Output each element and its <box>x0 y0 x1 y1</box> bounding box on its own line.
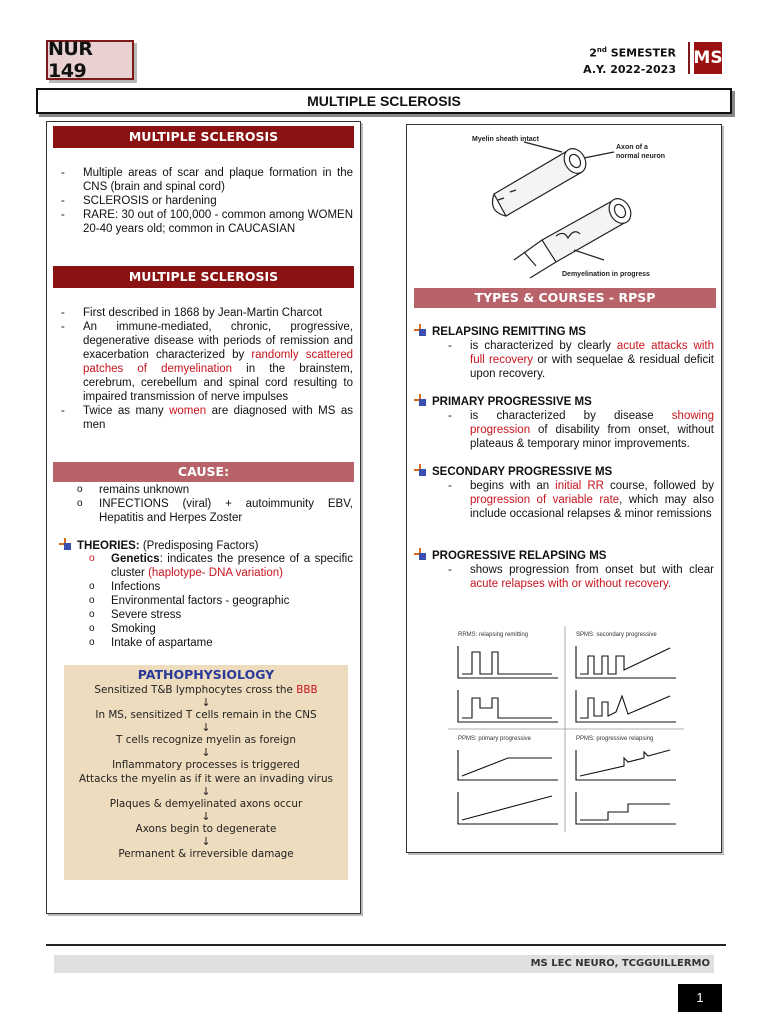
patho-step: T cells recognize myelin as foreign <box>116 734 296 746</box>
highlight-text: women <box>169 405 207 417</box>
cause-list <box>77 483 353 525</box>
course-code: NUR 149 <box>46 40 134 80</box>
arrow-down-icon: ↓ <box>201 785 211 798</box>
label-axon-line1: Axon of a <box>616 144 648 151</box>
list-item <box>53 404 353 432</box>
patho-step <box>64 683 348 697</box>
list-item: o Severe stress <box>89 608 353 622</box>
list-item: o Intake of aspartame <box>89 636 353 650</box>
arrow-down-icon: ↓ <box>201 746 211 759</box>
rrms-heading <box>414 324 716 338</box>
semester-sup: nd <box>596 46 607 54</box>
patho-step: Plaques & demyelinated axons occur <box>109 798 303 810</box>
list-item <box>53 320 353 404</box>
ppms-heading <box>414 394 716 408</box>
spms-title: SECONDARY PROGRESSIVE MS <box>432 466 613 478</box>
highlight-text: randomly scattered patches of demyelination <box>83 349 354 375</box>
section-heading-cause: CAUSE: <box>53 462 354 482</box>
header-divider <box>688 42 690 74</box>
graph-label-prms: PPMS: progressive relapsing <box>576 736 654 742</box>
highlight-text: progression of variable rate <box>470 494 620 506</box>
ppms-description <box>440 409 714 451</box>
list-item: o Environmental factors - geographic <box>89 594 353 608</box>
text: Sensitized T&B lymphocytes cross the <box>94 684 297 696</box>
list-item <box>89 552 353 580</box>
left-column <box>46 121 361 914</box>
theories-list <box>89 552 353 650</box>
text: or with sequelae & residual deficit upon recovery. <box>470 354 714 380</box>
pin-icon <box>414 464 426 476</box>
prms-title: PROGRESSIVE RELAPSING MS <box>432 550 607 562</box>
label-demyelination: Demyelination in progress <box>562 271 650 278</box>
ms-course-graphs <box>448 626 684 832</box>
list-item <box>440 563 714 591</box>
list-item: o remains unknown <box>77 483 353 497</box>
text: : indicates the presence of a specific cluster <box>111 553 353 579</box>
list-item: - Multiple areas of scar and plaque formation in the CNS (brain and spinal cord) <box>53 166 353 194</box>
patho-step: Permanent & irreversible damage <box>118 848 294 860</box>
graph-label-spms: SPMS: secondary progressive <box>576 632 657 638</box>
arrow-down-icon: ↓ <box>201 721 211 734</box>
neuron-drawing <box>464 132 684 282</box>
theories-note: (Predisposing Factors) <box>139 540 259 552</box>
patho-title: PATHOPHYSIOLOGY <box>137 667 275 682</box>
semester-ordinal: 2 <box>589 46 597 60</box>
myelin-illustration <box>464 132 684 282</box>
arrow-down-icon: ↓ <box>201 810 211 823</box>
pin-icon <box>414 548 426 560</box>
list-item <box>440 339 714 381</box>
pathophysiology-flowchart <box>64 665 348 880</box>
text: are diagnosed with MS as men <box>83 405 353 431</box>
list-item: - SCLEROSIS or hardening <box>53 194 353 208</box>
patho-step: Inflammatory processes is triggered <box>112 759 300 771</box>
course-graphs-svg <box>448 626 684 832</box>
highlight-text: acute relapses with or without recovery. <box>470 578 672 590</box>
page-title: MULTIPLE SCLEROSIS <box>36 88 732 114</box>
prms-description <box>440 563 714 591</box>
ms-badge: MS <box>694 42 722 74</box>
academic-year: A.Y. 2022-2023 <box>583 62 676 76</box>
highlight-text: initial RR <box>555 480 604 492</box>
section-heading-ms-1: MULTIPLE SCLEROSIS <box>53 126 354 148</box>
pin-icon <box>59 538 71 550</box>
list-item: - RARE: 30 out of 100,000 - common among WOMEN 20-40 years old; common in CAUCASIAN <box>53 208 353 236</box>
ms-overview-list <box>53 166 353 236</box>
list-item: o Smoking <box>89 622 353 636</box>
spms-heading <box>414 464 716 478</box>
prms-heading <box>414 548 716 562</box>
patho-step: Attacks the myelin as if it were an invading virus <box>79 773 333 785</box>
ms-description-list <box>53 306 353 432</box>
label-axon-line2: normal neuron <box>616 153 666 160</box>
patho-step: Axons begin to degenerate <box>135 823 277 835</box>
rrms-title: RELAPSING REMITTING MS <box>432 326 586 338</box>
text: , which may also include occasional relapses & minor remissions <box>470 494 714 520</box>
footer-text: MS LEC NEURO, TCGGUILLERMO <box>530 958 710 969</box>
graph-label-rrms: RRMS: relapsing remitting <box>458 632 529 638</box>
graph-label-ppms: PPMS: primary progressive <box>458 736 532 742</box>
rrms-description <box>440 339 714 381</box>
list-item: o Infections <box>89 580 353 594</box>
genetics-label: Genetics <box>111 553 160 565</box>
spms-description <box>440 479 714 521</box>
text: An immune-mediated, chronic, progressive, degenerative disease with periods of remission and exacerbation characterized by <box>83 321 353 361</box>
list-item: - First described in 1868 by Jean-Martin Charcot <box>53 306 353 320</box>
text: Twice as many <box>83 405 170 417</box>
pin-icon <box>414 324 426 336</box>
section-heading-types: TYPES & COURSES - RPSP <box>414 288 716 308</box>
footer-divider <box>46 944 726 946</box>
text: is characterized by clearly <box>470 340 617 352</box>
text: of disability from onset, without plateaus & temporary minor improvements. <box>470 424 714 450</box>
highlight-text: acute attacks with full recovery <box>470 340 715 366</box>
footer-credit <box>54 955 714 973</box>
list-item <box>440 409 714 451</box>
patho-step: In MS, sensitized T cells remain in the CNS <box>95 709 317 721</box>
pin-icon <box>414 394 426 406</box>
text: shows progression from onset but with clear <box>470 564 714 576</box>
highlight-text: showing progression <box>470 410 714 436</box>
text: is characterized by disease <box>470 410 672 422</box>
theories-label: THEORIES: <box>77 540 140 552</box>
label-myelin-intact: Myelin sheath intact <box>472 136 539 143</box>
text: begins with an <box>470 480 556 492</box>
highlight-text: (haplotype- DNA variation) <box>148 567 283 579</box>
page-number: 1 <box>678 984 722 1012</box>
theories-heading <box>59 538 355 553</box>
text: in the brainstem, cerebrum, cerebellum and spinal cord resulting to impaired transmission of nerve impulses <box>83 363 353 403</box>
arrow-down-icon: ↓ <box>201 696 211 709</box>
section-heading-ms-2: MULTIPLE SCLEROSIS <box>53 266 354 288</box>
arrow-down-icon: ↓ <box>201 835 211 848</box>
list-item: o INFECTIONS (viral) + autoimmunity EBV, Hepatitis and Herpes Zoster <box>77 497 353 525</box>
semester-info <box>583 42 676 78</box>
ppms-title: PRIMARY PROGRESSIVE MS <box>432 396 592 408</box>
text: course, followed by <box>603 480 715 492</box>
list-item <box>440 479 714 521</box>
semester-word: SEMESTER <box>610 46 676 60</box>
highlight-text: BBB <box>296 684 318 696</box>
